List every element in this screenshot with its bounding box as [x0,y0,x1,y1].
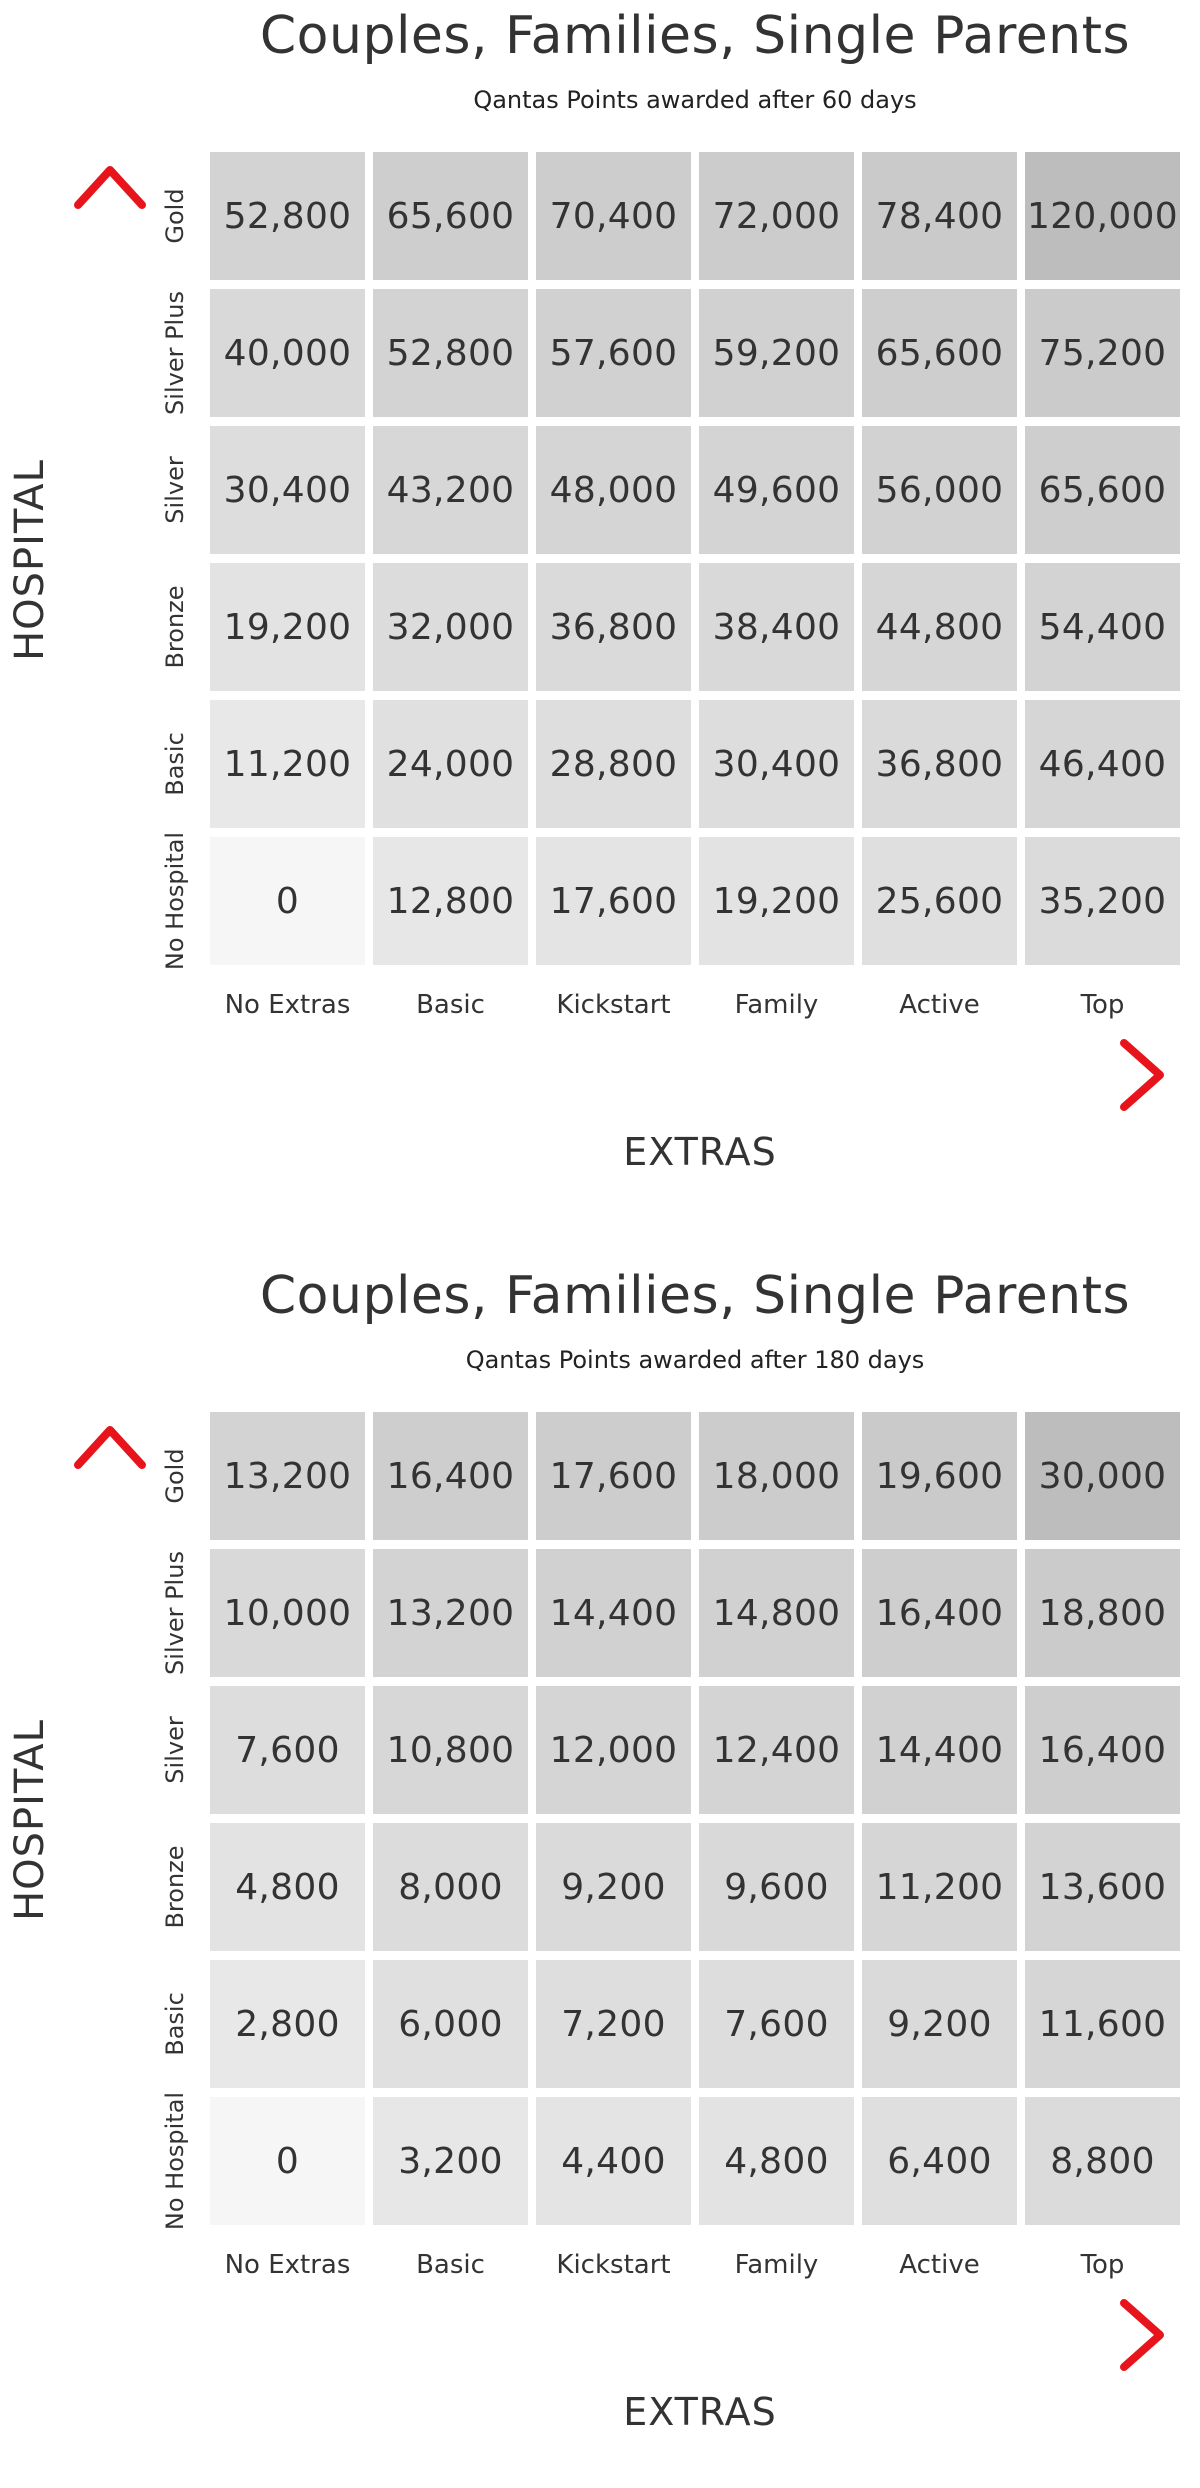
y-tick-label: Gold [161,188,189,244]
x-tick-label: Family [734,990,819,1020]
heatmap-cell: 40,000 [210,289,365,417]
heatmap-cell: 11,600 [1025,1960,1180,2088]
heatmap-cell: 25,600 [862,837,1017,965]
heatmap-cell: 11,200 [210,700,365,828]
y-tick-label: Silver Plus [161,1551,189,1675]
heatmap-cell: 35,200 [1025,837,1180,965]
y-tick-label: No Hospital [161,2091,189,2231]
heatmap-cell: 24,000 [373,700,528,828]
heatmap-cell: 30,400 [699,700,854,828]
heatmap-cell: 7,600 [210,1686,365,1814]
y-tick-label: Basic [161,732,189,796]
heatmap-cell: 75,200 [1025,289,1180,417]
heatmap-cell: 30,000 [1025,1412,1180,1540]
heatmap-cell: 65,600 [862,289,1017,417]
heatmap-cell: 18,800 [1025,1549,1180,1677]
heatmap-cell: 3,200 [373,2097,528,2225]
heatmap-cell: 120,000 [1025,152,1180,280]
heatmap-cell: 10,800 [373,1686,528,1814]
heatmap-panel-180-days: Couples, Families, Single Parents Qantas Points awarded after 180 days HOSPITAL EXTRAS 13,200 16,400 17,600 18,000 19,600 30,000 10,000 13,200 14,400 14,800 16,400 18,800 7,600 10,800 12,000 12,400 14,400 16,400 4,800 8,000 9,200 9,600 11,200 13,600 2,800 6,000 7,200 7,600 9,200 11,600 0 3,200 4,400 4,800 6,400 8,800 Gold Silver Plus Silver Bronze Basic No Hospital No Extras Basic Kickstart Family Active Top [0,1260,1200,2488]
heatmap-cell: 12,400 [699,1686,854,1814]
heatmap-cell: 13,200 [210,1412,365,1540]
heatmap-cell: 6,400 [862,2097,1017,2225]
heatmap-cell: 72,000 [699,152,854,280]
y-tick-label: Silver [161,1716,189,1784]
heatmap-cell: 36,800 [536,563,691,691]
heatmap-cell: 52,800 [210,152,365,280]
y-tick-label: Bronze [161,1845,189,1929]
heatmap-cell: 6,000 [373,1960,528,2088]
y-tick-label: Bronze [161,585,189,669]
heatmap-cell: 4,800 [699,2097,854,2225]
heatmap-cell: 54,400 [1025,563,1180,691]
heatmap-cell: 4,800 [210,1823,365,1951]
heatmap-cell: 7,600 [699,1960,854,2088]
heatmap-cell: 19,200 [210,563,365,691]
y-tick-label: Silver Plus [161,291,189,415]
x-tick-label: No Extras [224,990,351,1020]
heatmap-cell: 9,600 [699,1823,854,1951]
heatmap-cell: 0 [210,2097,365,2225]
heatmap-cell: 56,000 [862,426,1017,554]
x-tick-label: Top [1080,2250,1125,2280]
axis-arrows [0,0,1200,1228]
heatmap-cell: 7,200 [536,1960,691,2088]
heatmap-cell: 38,400 [699,563,854,691]
heatmap-cell: 8,800 [1025,2097,1180,2225]
x-axis-label: EXTRAS [623,1130,777,1174]
heatmap-cell: 52,800 [373,289,528,417]
heatmap-cell: 19,200 [699,837,854,965]
x-axis-label: EXTRAS [623,2390,777,2434]
heatmap-cell: 0 [210,837,365,965]
heatmap-cell: 57,600 [536,289,691,417]
heatmap-cell: 28,800 [536,700,691,828]
x-tick-label: Kickstart [556,2250,671,2280]
heatmap-cell: 65,600 [1025,426,1180,554]
heatmap-cell: 46,400 [1025,700,1180,828]
y-tick-label: Gold [161,1448,189,1504]
y-tick-label: No Hospital [161,831,189,971]
heatmap-cell: 78,400 [862,152,1017,280]
x-tick-label: Basic [416,990,485,1020]
y-tick-label: Basic [161,1992,189,2056]
chart-title: Couples, Families, Single Parents [259,1266,1131,1326]
chart-title: Couples, Families, Single Parents [259,6,1131,66]
heatmap-cell: 48,000 [536,426,691,554]
heatmap-cell: 12,800 [373,837,528,965]
x-tick-label: Basic [416,2250,485,2280]
axis-arrows [0,1260,1200,2488]
heatmap-cell: 30,400 [210,426,365,554]
heatmap-cell: 13,600 [1025,1823,1180,1951]
heatmap-cell: 16,400 [373,1412,528,1540]
x-tick-label: Active [899,990,980,1020]
heatmap-cell: 59,200 [699,289,854,417]
heatmap-panel-60-days: Couples, Families, Single Parents Qantas Points awarded after 60 days HOSPITAL EXTRAS 52,800 65,600 70,400 72,000 78,400 120,000 40,000 52,800 57,600 59,200 65,600 75,200 30,400 43,200 48,000 49,600 56,000 65,600 19,200 32,000 36,800 38,400 44,800 54,400 11,200 24,000 28,800 30,400 36,800 46,400 0 12,800 17,600 19,200 25,600 35,200 Gold Silver Plus Silver Bronze Basic No Hospital No Extras Basic Kickstart Family Active Top [0,0,1200,1228]
heatmap-cell: 13,200 [373,1549,528,1677]
heatmap-cell: 8,000 [373,1823,528,1951]
heatmap-cell: 9,200 [536,1823,691,1951]
x-tick-label: No Extras [224,2250,351,2280]
x-tick-label: Family [734,2250,819,2280]
heatmap-cell: 10,000 [210,1549,365,1677]
heatmap-cell: 16,400 [1025,1686,1180,1814]
x-tick-label: Active [899,2250,980,2280]
x-tick-label: Top [1080,990,1125,1020]
heatmap-cell: 16,400 [862,1549,1017,1677]
heatmap-cell: 18,000 [699,1412,854,1540]
chart-subtitle: Qantas Points awarded after 60 days [473,86,917,114]
heatmap-cell: 49,600 [699,426,854,554]
heatmap-cell: 36,800 [862,700,1017,828]
heatmap-cell: 4,400 [536,2097,691,2225]
heatmap-cell: 19,600 [862,1412,1017,1540]
heatmap-cell: 2,800 [210,1960,365,2088]
chart-subtitle: Qantas Points awarded after 180 days [465,1346,925,1374]
heatmap-cell: 17,600 [536,1412,691,1540]
y-tick-label: Silver [161,456,189,524]
heatmap-cell: 17,600 [536,837,691,965]
heatmap-cell: 14,400 [536,1549,691,1677]
heatmap-cell: 44,800 [862,563,1017,691]
heatmap-cell: 43,200 [373,426,528,554]
heatmap-cell: 14,400 [862,1686,1017,1814]
heatmap-cell: 11,200 [862,1823,1017,1951]
heatmap-cell: 9,200 [862,1960,1017,2088]
x-tick-label: Kickstart [556,990,671,1020]
heatmap-cell: 70,400 [536,152,691,280]
heatmap-cell: 32,000 [373,563,528,691]
heatmap-cell: 12,000 [536,1686,691,1814]
heatmap-cell: 65,600 [373,152,528,280]
heatmap-cell: 14,800 [699,1549,854,1677]
